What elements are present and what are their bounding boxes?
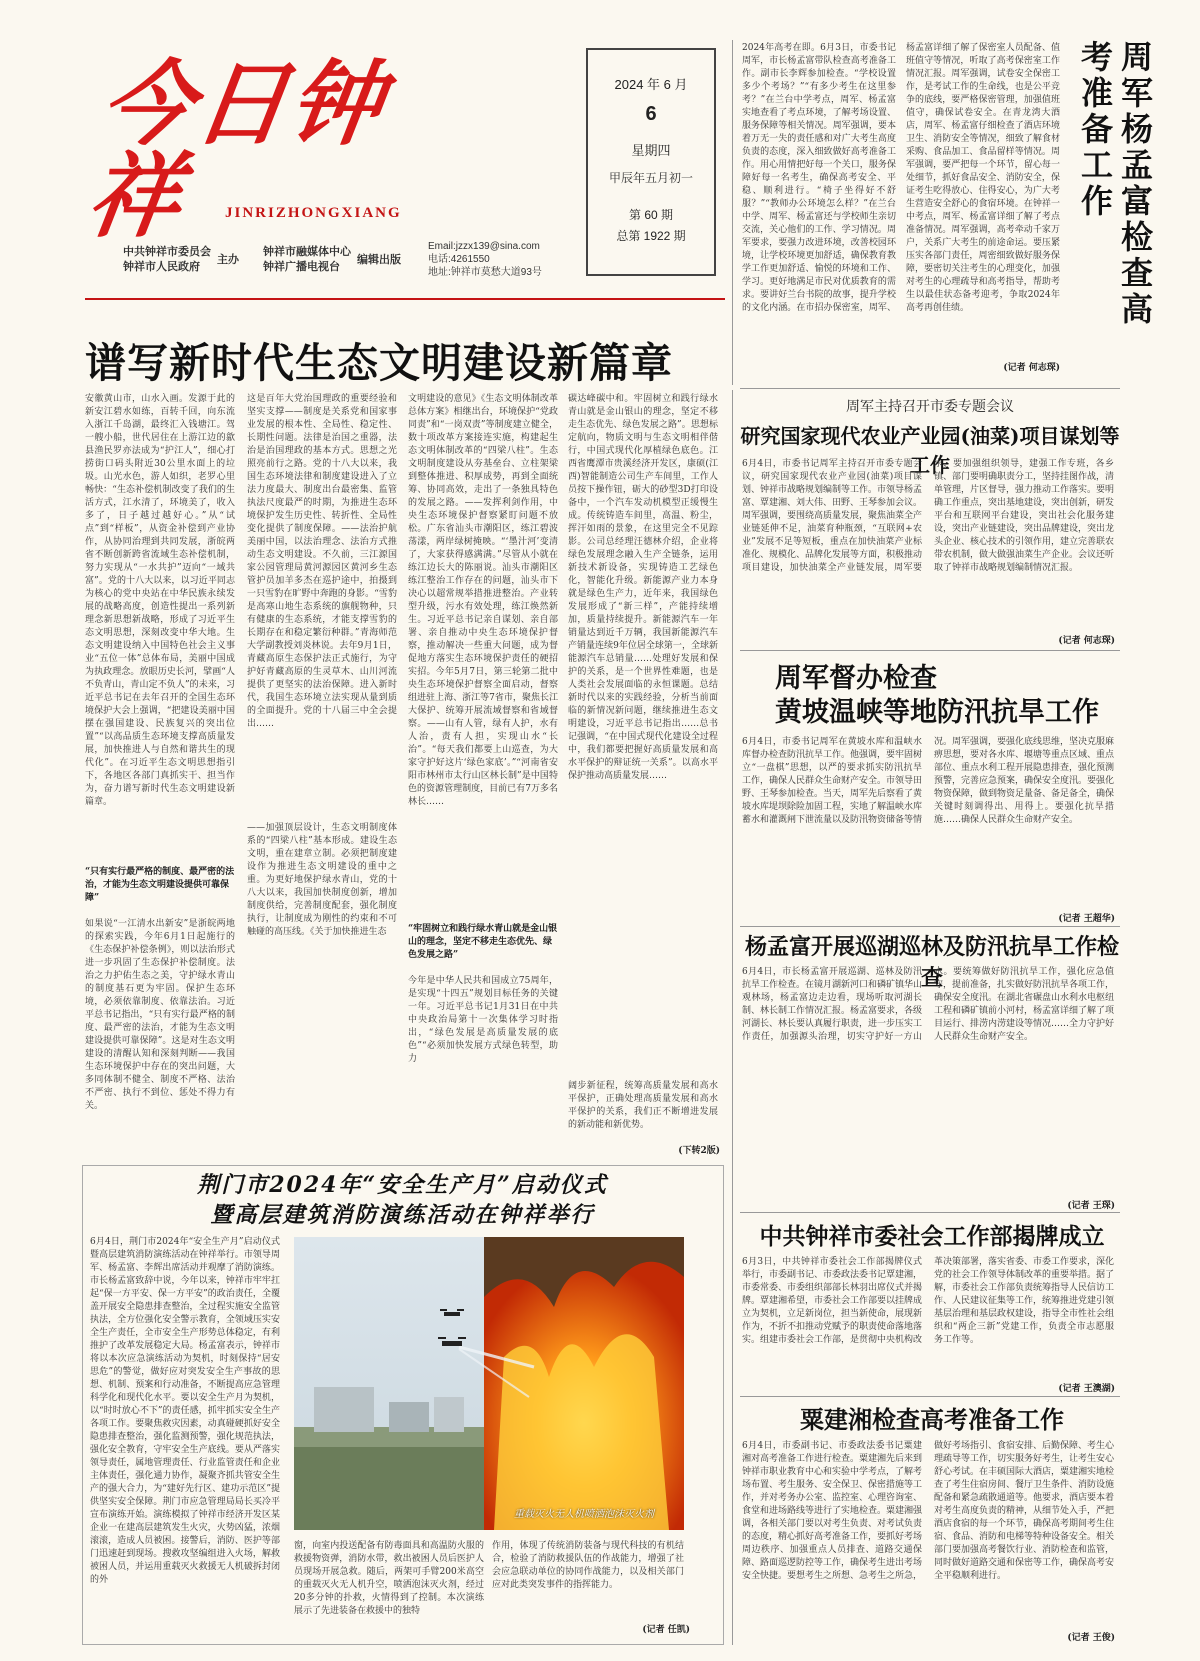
column-divider <box>732 40 733 385</box>
article-title-line-1: 周军督办检查 <box>775 663 937 694</box>
contact-phone: 电话:4261550 <box>428 254 490 265</box>
section-divider <box>740 1396 1120 1397</box>
publisher-info <box>123 245 401 275</box>
article-title: 粟建湘检查高考准备工作 <box>800 1405 1064 1434</box>
continued-note: (下转2版) <box>678 1146 720 1156</box>
date-lunar: 甲辰年五月初一 <box>608 171 693 185</box>
byline: (记者 王琛) <box>1067 1201 1115 1211</box>
fire-article-text-bottom-1: 窗，向室内投送配备有防毒面具和高温防火服的救援物资弹，消防水带，救出被困人员后医护人员现场开展急救。随后，两架可手臂200米高空的重载灭火无人机升空，喷洒泡沫灭火剂，经过20多分钟的扑救，火情得到了控制。本次演练展示了先进装备在救援中的独特 <box>294 1541 484 1616</box>
main-article-col2-b: ——加强顶层设计，生态文明制度体系的“四梁八柱”基本形成。建设生态文明，重在建章立制。必须把制度建设作为推进生态文明建设的重中之重。为更好地保护绿水青山，党的十八大以来，我国加快制度创新，增加制度供给，完善制度配套，强化制度执行，让制度成为刚性的约束和不可触碰的高压线。《关于加快推进生态 <box>247 823 397 937</box>
section-divider <box>740 1212 1120 1213</box>
contact-address: 地址:钟祥市莫愁大道93号 <box>428 267 542 278</box>
byline: (记者 何志琛) <box>990 360 1060 373</box>
fire-article-title-1: 荆门市2024年“安全生产月”启动仪式 <box>197 1172 608 1198</box>
main-headline: 谱写新时代生态文明建设新篇章 <box>85 339 673 387</box>
date-year-month: 2024 年 6 月 <box>614 77 688 92</box>
article-text: 6月4日，市委书记周军在黄坡水库和温峡水库督办检查防汛抗旱工作。他强调，要牢固树立“一盘棋”思想，以严的要求抓实防汛抗旱工作，确保人民群众生命财产安全。市领导田野、王琴参加检查。当天，周军先后察看了黄坡水库堤坝除险加固工程，实地了解温峡水库蓄水和灌溉闸下泄流量以及防汛物资储备等情况。周军强调，要强化底线思维，坚决克服麻痹思想，要对各水库、堰塘等重点区域、重点部位、重点水利工程开展隐患排查，强化预测预警，完善应急预案，确保安全度汛。要强化物资保障，做到物资足量备、备足备全，确保关键时刻调得出、用得上。要强化抗旱措施……确保人民群众生命财产安全。 <box>742 737 1114 825</box>
main-article-subhead-1: “只有实行最严格的制度、最严密的法治，才能为生态文明建设提供可靠保障” <box>85 867 235 903</box>
host-label: 主办 <box>217 253 239 266</box>
masthead-rule <box>85 298 725 300</box>
main-article-subhead-2: “牢固树立和践行绿水青山就是金山银山的理念，坚定不移走生态优先、绿色发展之路” <box>408 924 558 960</box>
fire-drill-photo <box>294 1237 684 1530</box>
date-box <box>586 48 716 276</box>
article-text: 6月4日，市长杨孟富开展巡湖、巡林及防汛抗旱工作检查。在镜月湖新河口和磷矿镇华山观林场，杨孟富边走边看，现场听取河湖长制、林长制工作情况汇报。杨孟富要求，各级河湖长、林长要认真履行职责，进一步压实工作责任，加强源头治理，切实守护好一方山水。要统筹做好防汛抗旱工作，强化应急值守，提前准备，扎实做好防汛抗旱各项工作，确保安全度汛。在湖北省碾盘山水利水电枢纽工程和磷矿镇前小河村，杨孟富详细了解了项目运行、排涝内涝建设等情况……全力守护好人民群众生命财产安全。 <box>742 967 1114 1042</box>
article-title: 中共钟祥市委社会工作部揭牌成立 <box>759 1223 1105 1250</box>
issue-number: 第 60 期 <box>628 208 674 222</box>
byline: (记者 何志琛) <box>1058 636 1115 646</box>
main-article-col4: 碳达峰碳中和。牢固树立和践行绿水青山就是金山银山的理念，坚定不移走生态优先、绿色发展之路”。思想标定航向，物质文明与生态文明相伴偕行，中国式现代化厚植绿色底色。江西省鹰潭市贵溪经济开发区，康硕(江西)智能制造公司生产车间里，工作人员按下操作钮，砺大的砂型3D打印设备中，一个汽车发动机模型正缓慢生成。传统铸造车间里，高温、粉尘，挥汗如雨的景象，在这里完全不见踪影。公司总经理汪德林介绍，企业将绿色发展理念融入生产全链条，运用新技术新设备，实现铸造工艺绿色化，智能化升级。新能源产业力本身就是绿色生产力，近年来，我国绿色发展形成了“新三样”，产能持续增加，质量持续提升。新能源汽车一年销量达到近千万辆，我国新能源汽车产销量连续9年位居全球第一，全球新能源汽车总销量……处理好发展和保护的关系，是一个世界性难题，也是人类社会发展面临的永恒课题。总结新时代以来的实践经验，分析当前面临的新情况新问题，继续推进生态文明建设，习近平总书记指出……总书记强调，“在中国式现代化建设全过程中，我们都要把握好高质量发展和高水平保护的辩证统一关系”。以高水平保护推动高质量发展…… <box>568 394 718 781</box>
publisher-2: 钟祥广播电视台 <box>263 261 340 273</box>
masthead-pinyin: JINRIZHONGXIANG <box>225 205 402 221</box>
sponsor-2: 钟祥市人民政府 <box>123 261 200 273</box>
fire-article-text-left: 6月4日，荆门市2024年“安全生产月”启动仪式暨高层建筑消防演练活动在钟祥举行。市领导周军、杨孟富、李辉出席活动并观摩了消防演练。市长杨孟富致辞中说，今年以来，钟祥市牢牢扛起“保一方平安、保一方平安”的政治责任，全覆盖开展安全隐患排查整治，全过程实施安全监管执法，全方位强化安全警示教育，全领域压实安全生产责任，全市安全生产形势总体稳定，有利推护了改革发展稳定大局。杨孟富表示，钟祥市将以本次应急演练活动为契机，时刻保持“居安思危”的警觉，做好应对突发安全生产事故的思想、机制、预案和行动准备，不断提高应急管理科学化和现代化水平。要以安全生产月为契机，以“时时放心不下”的责任感，抓牢抓实安全生产各项工作。要聚焦救灾因素，动真碰硬抓好安全隐患排查整治，强化监测预警，强化规范执法，强化安全教育，守牢安全生产底线。要从严落实领导责任，属地管理责任、行业监管责任和企业主体责任，强化通力协作，凝聚齐抓共管安全生产的强大合力，为“建好先行区、建功示范区”提供坚实安全保障。荆门市应急管理局局长买冷平宣布演练开始。演练模拟了钟祥市经济开发区某企业一在建高层建筑发生火灾，火势凶猛，浓烟滚滚，造成人员被困。接警后，消防、医护等部门迅速赶到现场。搜救攻坚编组进入火场，解救被困人员，并运用重载灭火救援无人机破拆封闭的外 <box>90 1237 280 1585</box>
photo-caption: 重载灭火无人机喷洒泡沫灭火剂 <box>514 1509 654 1520</box>
main-article-col3-b: 今年是中华人民共和国成立75周年，是实现“十四五”规划目标任务的关键一年。习近平总书记1月31日在中共中央政治局第十一次集体学习时指出，“绿色发展是高质量发展的底色”“必须加快发展方式绿色转型，助力 <box>408 976 558 1064</box>
date-day: 6 <box>645 103 657 125</box>
byline: (记者 王超华) <box>1058 914 1115 924</box>
article-title: 杨孟富开展巡湖巡林及防汛抗旱工作检查 <box>744 934 1119 991</box>
article-text: 6月4日，市委书记周军主持召开市委专题会议，研究国家现代农业产业园(油菜)项目谋划、钟祥市战略规划编制等工作。市领导杨孟富、覃建湘、刘大伟、田野、王琴参加会议。周军强调，要围绕高质量发展，聚焦油菜全产业链延伸不足，油菜育种瓶颈，“互联网+农业”发展不足等短板，重点在加快油菜产业标准化、规模化、品牌化发展等方面，积极推动项目建设，加快油菜全产业链发展，周军要求，要加强组织领导，建强工作专班，各乡镇、部门要明确职责分工，坚持挂图作战，清单管理，片区督导，强力推动工作落实。要明确工作重点，突出基地建设，突出创新，研发平台和互联网平台建设，突出社会化服务建设，突出产业链建设，突出品牌建设，突出龙头企业、核心技术的引领作用，建立完善联农带农机制，做大做强油菜生产企业。会议还听取了钟祥市战略规划编制情况汇报。 <box>742 459 1114 573</box>
main-article-col3: 文明建设的意见》《生态文明体制改革总体方案》相继出台，环境保护“党政同责”和“一岗双责”等制度建立健全，数十项改革方案接连实施，构建起生态文明体制改革的“四梁八柱”。生态文明制度建设从夯基垒台、立柱架梁到整体推进、积厚成势，再到全面统筹、协同高效，走出了一条独具特色的发展之路。——发挥利剑作用，中央生态环境保护督察紧盯问题不放松。广东省汕头市潮阳区，练江碧波荡漾，两岸绿树掩映。“‘墨汁河’变清了，大家获得感满满。”尽管从小就在练江边长大的陈丽说。汕头市潮阳区练江整治工作存在的问题，汕头市下决心以超常规举措推进整治。产业转型升级，污水有效处理，练江焕然新生。习近平总书记亲自谋划、亲自部署、亲自推动中央生态环境保护督察，推动解决一些重大问题，成为督促地方落实生态环境保护责任的硬招实招。今年5月7日，第三轮第二批中央生态环境保护督察全面启动，督察组进驻上海、浙江等7省市，聚焦长江大保护、统筹开展流域督察和省域督察。——山有人管，绿有人护，水有人治，责有人担，实现山水“长治”。“每天我们都要上山巡查，为大家守护好这片‘绿色家底’。”“河南省安阳市林州市太行山区林长制”是中国特色的资源管理制度，目前已有7万多名林长…… <box>408 394 558 807</box>
publish-label: 编辑出版 <box>357 253 401 266</box>
masthead-title: 今日钟祥 <box>80 50 392 250</box>
fire-article-title-2: 暨高层建筑消防演练活动在钟祥举行 <box>210 1202 595 1228</box>
article-text: 6月3日，中共钟祥市委社会工作部揭牌仪式举行，市委副书记、市委政法委书记覃建湘，市委常委、市委组织部部长林羽出席仪式并揭牌。覃建湘希望，市委社会工作部要以挂牌成立为契机，立足新岗位，担当新使命，展现新作为，不折不扣推动党赋予的职责使命落地落实。组建市委社会工作部，是贯彻中央机构改革决策部署，落实省委、市委工作要求，深化党的社会工作领导体制改革的重要举措。据了解，市委社会工作部负责统筹指导人民信访工作、人民建议征集等工作，统筹推进党建引领基层治理和基层政权建设，指导全市性社会组织和“两企三新”党建工作，负责全市志愿服务工作等。 <box>742 1257 1114 1345</box>
section-divider <box>740 926 1120 927</box>
contact-info <box>428 240 542 279</box>
section-divider <box>740 388 1120 389</box>
contact-email[interactable]: Email:jzzx139@sina.com <box>428 241 540 252</box>
vertical-headline: 周军杨孟富检查高考准备工作 <box>1076 40 1154 328</box>
sponsor-1: 中共钟祥市委员会 <box>123 246 211 258</box>
publisher-1: 钟祥市融媒体中心 <box>263 246 351 258</box>
article-text-gaokao-zhoujun: 2024年高考在即。6月3日，市委书记周军，市长杨孟富带队检查高考准备工作。副市长李辉参加检查。“学校设置多少个考场？”“有多少考生在这里参考？”在兰台中学考点，周军、杨孟富实地查看了考点环境，了解考场设置、服务保障等相关情况。周军强调，要本着万无一失的责任感和对广大考生高度负责的态度，深入细致做好高考准备工作。用心用情把好每一个关口，服务保障好每一名考生，确保高考安全、平稳、顺利进行。“椅子坐得好不舒服？”“教师办公环境怎么样？”在兰台中学、周军、杨孟富还与学校师生亲切交流，关心他们的工作、学习情况。周军要求，要强力改进环境，改善校园环境，让学校环境更加舒适，确保教育教学工作更加舒适、愉悦的环境和工作、学习。更好地满足市民对优质教育的需求。要讲好兰台书院的故事，提升学校的文化内涵。在市招办保密室，周军、杨孟富详细了解了保密室人员配备、值班值守等情况，听取了高考保密室工作情况汇报。周军强调，试卷安全保密工作，是考试工作的生命线，也是公平竞争的底线，要严格保密管理，加强值班值守，确保试卷安全。在青龙湾大酒店，周军、杨孟富仔细检查了酒店环境卫生、消防安全等情况，细致了解食材采购、食品加工、食品留样等情况。周军强调，要严把每一个环节，留心每一处细节，抓好食品安全、消防安全，保证考生吃得放心、住得安心，为广大考生营造安全舒心的食宿环境。在钟祥一中考点，周军、杨孟富详细了解了考点准备情况。周军强调，高考牵动千家万户，关系广大考生的前途命运。要压紧压实各部门责任，周密细致做好服务保障，要密切关注考生的心理变化，加强对考生的心理疏导和高考指导，帮助考生以最佳状态备考迎考，争取2024年高考再创佳绩。 <box>742 43 1060 313</box>
article-title: 研究国家现代农业产业园(油菜)项目谋划等工作 <box>740 424 1120 477</box>
main-article-col1-b: 如果说“一江清水出新安”是浙皖两地的探索实践，今年6月1日起施行的《生态保护补偿条例》，则以法治形式进一步巩固了生态保护补偿制度。法治之力护佑生态之美，守护绿水青山的制度基石更为牢固。保护生态环境，必须依靠制度、依靠法治。习近平总书记指出，“只有实行最严格的制度、最严密的法治，才能为生态文明建设提供可靠保障”。这是对生态文明建设的清醒认知和深刻判断——我国生态环境保护中存在的突出问题，大多同体制不健全、制度不严格、法治不严密、执行不到位、惩处不得力有关。 <box>85 919 235 1111</box>
main-article-col2: 这是百年大党治国理政的重要经验和坚实支撑——制度是关系党和国家事业发展的根本性、全局性、稳定性、长期性问题。法律是治国之重器，法治是治国理政的基本方式。思想之光照亮前行之路。党的十八大以来，我国生态环境法律和制度建设进入了立法力度最大、制度出台最密集、监管执法尺度最严的时期，为推进生态环境保护发生历史性、转折性、全局性变化提供了制度保障。——法治护航美丽中国，以法治理念、法治方式推动生态文明建设。不久前，三江源国家公园管理局黄河源园区黄河乡生态管护员加羊多杰在巡护途中，拍摄到一只雪豹在旷野中奔跑的身影。“雪豹是高寒山地生态系统的旗舰物种，只有健康的生态系统，才能支撑雪豹的长期存在和稳定繁衍种群。”青海师范大学副教授刘炎林说。去年9月1日，青藏高原生态保护法正式施行，为守护好青藏高原的生灵草木、山川河流提供了更坚实的法治保障。进入新时代，我国生态环境立法实现从量到质的全面提升。党的十八届三中全会提出…… <box>247 394 397 729</box>
main-article-col4-b: 阔步新征程，统筹高质量发展和高水平保护，正确处理高质量发展和高水平保护的关系，我们正不断增进发展的新动能和新优势。 <box>568 1081 718 1130</box>
section-divider <box>740 650 1120 651</box>
main-article-col1: 安徽黄山市，山水入画。发源于此的新安江碧水如练，百转千回，向东流入浙江千岛湖，最终汇入钱塘江。驾一艘小船，世代居住在上游江边的歙县渔民罗亦法成为“护江人”，细心打捞街口码头附近30公里水面上的垃圾。山光水色，游人如织，老罗心里畅快：“生态补偿机制改变了我们的生活方式，江水清了，环境美了，收入多了，日子越过越好心。”从“试点”到“样板”，从资金补偿到产业协作，从协同治理到共同发展，浙皖两省不断创新跨省流域生态补偿机制，努力实现从“一水共护”迈向“一域共富”。党的十八大以来，以习近平同志为核心的党中央站在中华民族永续发展的战略高度，创造性提出一系列新理念新思想新战略，形成了习近平生态文明思想，深刻改变中华大地。生态文明建设纳入中国特色社会主义事业“五位一体”总体布局，美丽中国成为执政理念。放眼历史长河，擘画“人不负青山，青山定不负人”的未来，习近平总书记在去年召开的全国生态环境保护大会上强调，“把建设美丽中国摆在强国建设、民族复兴的突出位置”“以高品质生态环境支撑高质量发展，加快推进人与自然和谐共生的现代化”。在习近平生态文明思想指引下，各地区各部门真抓实干、担当作为，奋力谱写新时代生态文明建设新篇章。 <box>85 394 235 807</box>
byline: (记者 任凯) <box>642 1625 690 1635</box>
total-issue-number: 总第 1922 期 <box>616 229 686 243</box>
article-kicker: 周军主持召开市委专题会议 <box>846 399 1014 415</box>
article-title-line-2: 黄坡温峡等地防汛抗旱工作 <box>775 697 1099 728</box>
column-divider <box>732 390 733 1645</box>
byline: (记者 王澳湖) <box>1058 1384 1115 1394</box>
article-text: 6月4日，市委副书记、市委政法委书记粟建湘对高考准备工作进行检查。粟建湘先后来到钟祥市职业教育中心和实验中学考点，了解考场布置、考生服务、安全保卫、保密措施等工作，并对考务办公室、监控室、心理咨询室、食堂和进场路线等进行了实地检查。粟建湘强调，各相关部门要以对考生负责、对考试负责的态度，精心抓好高考准备工作，要抓好考场周边秩序、加强重点人员排查、道路交通保障、路面巡逻防控等工作，确保考生进出考场安全快捷。要想考生之所想、急考生之所急，做好考场指引、食宿安排、后勤保障、考生心理疏导等工作，切实服务好考生，让考生安心舒心考试。在丰硕国际大酒店，粟建湘实地检查了考生住宿房间、餐厅卫生条件、消防设施配备和紧急疏散通道等。他要求，酒店要本着对考生高度负责的精神，从细节处入手，严把酒店食宿的每一个环节，确保高考期间考生住宿、食品、消防和电梯等特种设备安全。相关部门要加强高考餐饮行业、消防检查和监管，同时做好道路交通和保密等工作，确保高考安全平稳顺利进行。 <box>742 1441 1114 1581</box>
date-weekday: 星期四 <box>631 143 671 158</box>
byline: (记者 王俊) <box>1067 1633 1115 1643</box>
fire-article-text-bottom-2: 作用，体现了传统消防装备与现代科技的有机结合，检验了消防救援队伍的作战能力，增强了社会应急联动单位的协同作战能力，以及相关部门应对此类突发事件的指挥能力。 <box>492 1541 684 1590</box>
fire-drill-photo-image <box>294 1237 684 1530</box>
